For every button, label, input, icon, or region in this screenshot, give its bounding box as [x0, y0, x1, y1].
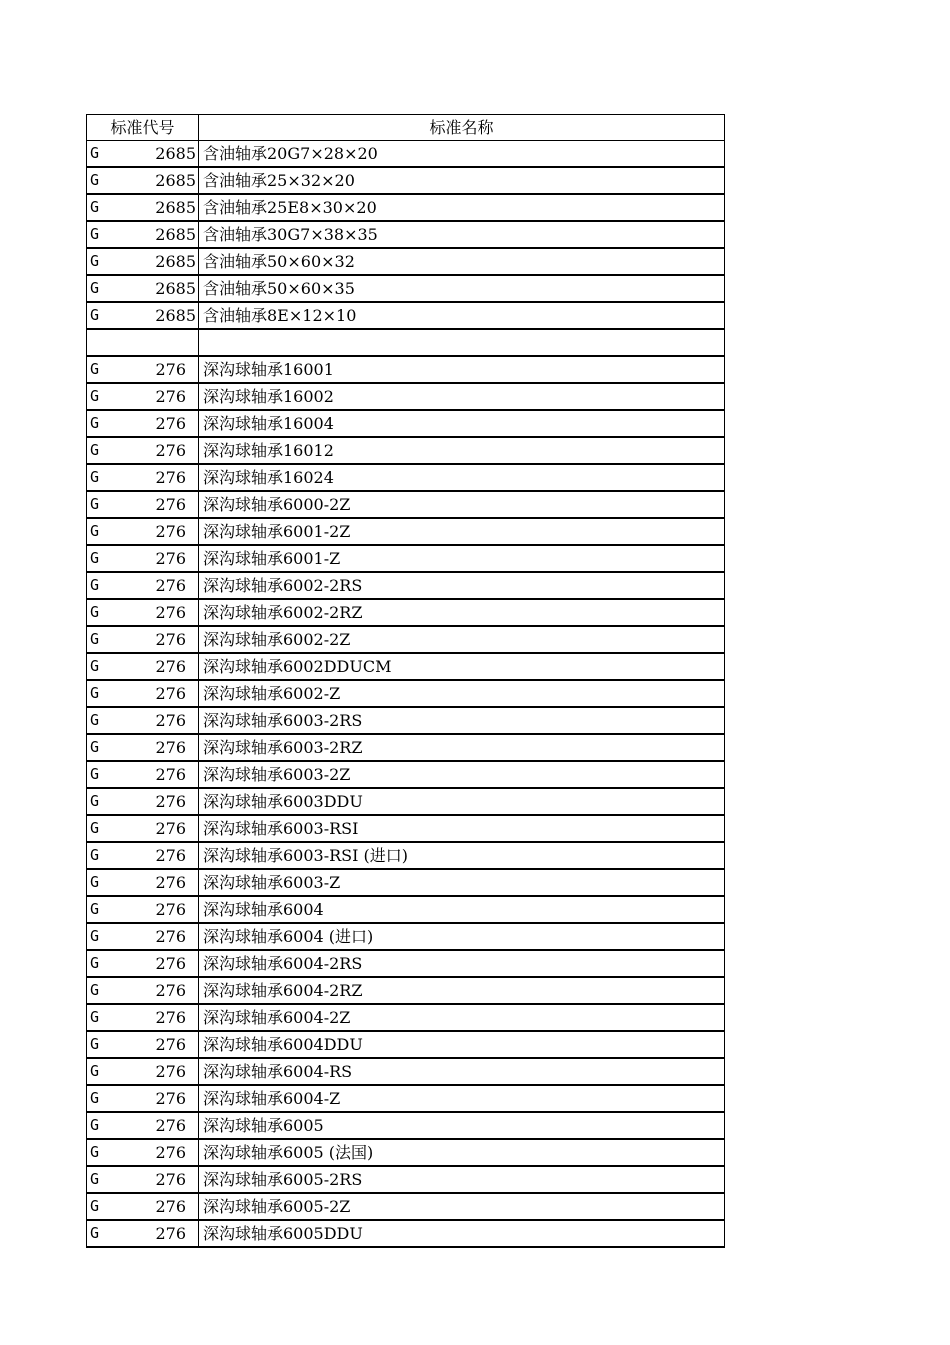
standard-code-prefix: G: [90, 738, 100, 756]
standard-code-number: 276: [155, 819, 186, 838]
table-row: [87, 572, 725, 599]
standard-code-cell[interactable]: [87, 1058, 199, 1085]
standard-code-prefix: G: [90, 198, 100, 216]
table-row: [87, 329, 725, 356]
standard-code-number: 276: [155, 954, 186, 973]
standard-code-cell[interactable]: [87, 1220, 199, 1247]
standard-name-cell[interactable]: 深沟球轴承6004-RS: [199, 1058, 725, 1085]
standard-code-number: 276: [155, 765, 186, 784]
standard-name-cell[interactable]: 深沟球轴承6003-2Z: [199, 761, 725, 788]
standard-code-number: 276: [155, 549, 186, 568]
standard-code-prefix: G: [90, 1008, 100, 1026]
standard-code-number: 2685: [155, 306, 196, 325]
standard-code-prefix: G: [90, 873, 100, 891]
standard-code-prefix: G: [90, 1116, 100, 1134]
table-row: [87, 141, 725, 168]
table-row: [87, 761, 725, 788]
standard-code-prefix: G: [90, 414, 100, 432]
standard-code-cell[interactable]: [87, 869, 199, 896]
standard-name-cell[interactable]: 深沟球轴承6005-2RS: [199, 1166, 725, 1193]
standard-code-cell[interactable]: [87, 545, 199, 572]
table-row: [87, 950, 725, 977]
standard-code-prefix: G: [90, 225, 100, 243]
standard-name-cell[interactable]: 深沟球轴承16024: [199, 464, 725, 491]
standard-code-number: 2685: [155, 225, 196, 244]
standard-name-cell[interactable]: 深沟球轴承6005: [199, 1112, 725, 1139]
table-row: [87, 275, 725, 302]
table-row: [87, 194, 725, 221]
standard-code-prefix: G: [90, 819, 100, 837]
standard-code-cell[interactable]: [87, 167, 199, 194]
standard-code-prefix: G: [90, 981, 100, 999]
table-body: [87, 141, 725, 1248]
standard-code-prefix: G: [90, 765, 100, 783]
standard-code-number: 276: [155, 1143, 186, 1162]
standard-name-cell[interactable]: 深沟球轴承16002: [199, 383, 725, 410]
standard-code-cell[interactable]: [87, 437, 199, 464]
standard-name-cell[interactable]: 深沟球轴承6004 (进口): [199, 923, 725, 950]
standard-code-cell[interactable]: [87, 1139, 199, 1166]
standard-code-cell[interactable]: [87, 464, 199, 491]
standard-code-cell[interactable]: [87, 599, 199, 626]
standard-code-number: 276: [155, 522, 186, 541]
table-row: [87, 680, 725, 707]
standard-name-cell[interactable]: 深沟球轴承6003-Z: [199, 869, 725, 896]
table-row: [87, 815, 725, 842]
standard-code-prefix: G: [90, 1170, 100, 1188]
standard-code-number: 276: [155, 846, 186, 865]
standard-code-prefix: G: [90, 657, 100, 675]
standard-code-number: 276: [155, 792, 186, 811]
standard-code-prefix: G: [90, 441, 100, 459]
standard-code-prefix: G: [90, 1197, 100, 1215]
standard-code-prefix: G: [90, 1224, 100, 1242]
standard-code-prefix: G: [90, 1089, 100, 1107]
table-row: [87, 518, 725, 545]
standard-code-prefix: G: [90, 1062, 100, 1080]
standard-code-prefix: G: [90, 846, 100, 864]
standard-code-cell[interactable]: [87, 761, 199, 788]
standard-name-cell[interactable]: 含油轴承30G7×38×35: [199, 221, 725, 248]
standard-code-number: 276: [155, 1062, 186, 1081]
standard-code-prefix: G: [90, 144, 100, 162]
standard-name-cell[interactable]: 含油轴承25E8×30×20: [199, 194, 725, 221]
standard-code-number: 276: [155, 657, 186, 676]
standard-name-cell[interactable]: 深沟球轴承6001-2Z: [199, 518, 725, 545]
standard-code-cell[interactable]: [87, 923, 199, 950]
table-row: [87, 707, 725, 734]
standards-table: [86, 114, 725, 1248]
standard-code-cell[interactable]: [87, 680, 199, 707]
standard-code-prefix: G: [90, 495, 100, 513]
standard-code-number: 2685: [155, 171, 196, 190]
standard-code-number: 276: [155, 360, 186, 379]
standard-code-prefix: G: [90, 1143, 100, 1161]
table-row: [87, 653, 725, 680]
table-row: [87, 437, 725, 464]
table-row: [87, 1085, 725, 1112]
standard-code-number: 276: [155, 468, 186, 487]
standard-code-prefix: G: [90, 900, 100, 918]
standard-name-cell[interactable]: 深沟球轴承6004DDU: [199, 1031, 725, 1058]
standard-name-cell[interactable]: 深沟球轴承6003-RSI (进口): [199, 842, 725, 869]
standard-code-cell[interactable]: [87, 1004, 199, 1031]
standard-code-cell[interactable]: [87, 815, 199, 842]
standard-code-cell[interactable]: [87, 302, 199, 329]
standard-code-number: 276: [155, 738, 186, 757]
standard-code-number: 276: [155, 1035, 186, 1054]
table-row: [87, 221, 725, 248]
standard-code-cell[interactable]: [87, 221, 199, 248]
standard-code-number: 276: [155, 981, 186, 1000]
table-row: [87, 734, 725, 761]
table-row: [87, 410, 725, 437]
standard-name-cell[interactable]: 深沟球轴承6004-2Z: [199, 1004, 725, 1031]
standard-code-prefix: G: [90, 630, 100, 648]
table-row: [87, 626, 725, 653]
table-row: [87, 599, 725, 626]
table-row: [87, 1031, 725, 1058]
standard-code-cell[interactable]: [87, 1166, 199, 1193]
standard-code-cell[interactable]: [87, 275, 199, 302]
table-row: [87, 1004, 725, 1031]
standard-name-cell[interactable]: 深沟球轴承16012: [199, 437, 725, 464]
standard-name-cell[interactable]: 含油轴承50×60×35: [199, 275, 725, 302]
standard-code-prefix: G: [90, 360, 100, 378]
table-row: [87, 167, 725, 194]
standards-sheet: [86, 114, 724, 1248]
standard-code-prefix: G: [90, 549, 100, 567]
header-standard-code[interactable]: 标准代号: [87, 115, 199, 141]
standard-name-cell[interactable]: 深沟球轴承6003-2RZ: [199, 734, 725, 761]
standard-code-number: 276: [155, 387, 186, 406]
table-row: [87, 788, 725, 815]
standard-code-cell[interactable]: [87, 1112, 199, 1139]
standard-code-number: 2685: [155, 279, 196, 298]
table-row: [87, 302, 725, 329]
standard-code-prefix: G: [90, 603, 100, 621]
standard-code-prefix: G: [90, 1035, 100, 1053]
standard-name-cell[interactable]: 深沟球轴承6003DDU: [199, 788, 725, 815]
standard-code-number: 276: [155, 603, 186, 622]
standard-name-cell[interactable]: 深沟球轴承6005-2Z: [199, 1193, 725, 1220]
standard-code-number: 276: [155, 414, 186, 433]
standard-code-number: 276: [155, 1008, 186, 1027]
standard-name-cell[interactable]: 含油轴承20G7×28×20: [199, 141, 725, 168]
table-row: [87, 1139, 725, 1166]
table-row: [87, 248, 725, 275]
standard-code-number: 276: [155, 1089, 186, 1108]
standard-code-number: 276: [155, 1224, 186, 1243]
table-row: [87, 1112, 725, 1139]
standard-code-number: 276: [155, 927, 186, 946]
standard-code-number: 276: [155, 1170, 186, 1189]
standard-code-cell[interactable]: [87, 410, 199, 437]
table-row: [87, 383, 725, 410]
standard-name-cell[interactable]: 深沟球轴承6004-2RZ: [199, 977, 725, 1004]
table-row: [87, 923, 725, 950]
standard-name-cell[interactable]: 深沟球轴承6004: [199, 896, 725, 923]
standard-code-cell[interactable]: [87, 707, 199, 734]
standard-code-prefix: G: [90, 576, 100, 594]
standard-name-cell[interactable]: 深沟球轴承6004-Z: [199, 1085, 725, 1112]
table-header-row: [87, 115, 725, 141]
standard-code-prefix: G: [90, 468, 100, 486]
standard-code-cell[interactable]: [87, 734, 199, 761]
standard-code-prefix: G: [90, 252, 100, 270]
standard-code-number: 2685: [155, 252, 196, 271]
standard-code-number: 2685: [155, 198, 196, 217]
standard-name-cell[interactable]: 深沟球轴承6002-2RZ: [199, 599, 725, 626]
standard-name-cell[interactable]: 深沟球轴承6002DDUCM: [199, 653, 725, 680]
standard-name-cell[interactable]: 深沟球轴承6002-Z: [199, 680, 725, 707]
standard-name-cell[interactable]: 深沟球轴承6000-2Z: [199, 491, 725, 518]
standard-code-number: 276: [155, 1197, 186, 1216]
standard-code-prefix: G: [90, 171, 100, 189]
table-row: [87, 842, 725, 869]
standard-code-number: 276: [155, 900, 186, 919]
standard-name-cell[interactable]: 含油轴承25×32×20: [199, 167, 725, 194]
table-row: [87, 1166, 725, 1193]
table-row: [87, 356, 725, 383]
standard-code-number: 276: [155, 873, 186, 892]
standard-name-cell[interactable]: 深沟球轴承6005DDU: [199, 1220, 725, 1247]
standard-code-cell[interactable]: [87, 491, 199, 518]
standard-code-cell[interactable]: [87, 1085, 199, 1112]
standard-code-cell[interactable]: [87, 896, 199, 923]
standard-name-cell[interactable]: 深沟球轴承6002-2Z: [199, 626, 725, 653]
standard-name-cell[interactable]: 深沟球轴承6004-2RS: [199, 950, 725, 977]
table-row: [87, 545, 725, 572]
standard-code-cell[interactable]: [87, 1193, 199, 1220]
standard-code-cell[interactable]: [87, 1031, 199, 1058]
table-row: [87, 1193, 725, 1220]
standard-code-number: 276: [155, 1116, 186, 1135]
standard-code-prefix: G: [90, 306, 100, 324]
standard-name-cell[interactable]: 深沟球轴承6003-RSI: [199, 815, 725, 842]
table-row: [87, 1058, 725, 1085]
table-row: [87, 977, 725, 1004]
standard-name-cell[interactable]: 深沟球轴承16001: [199, 356, 725, 383]
table-row: [87, 1220, 725, 1247]
standard-code-prefix: G: [90, 684, 100, 702]
standard-code-cell[interactable]: [87, 626, 199, 653]
header-standard-name[interactable]: 标准名称: [199, 115, 725, 141]
standard-code-cell[interactable]: [87, 194, 199, 221]
standard-code-cell[interactable]: [87, 788, 199, 815]
standard-code-cell[interactable]: [87, 518, 199, 545]
standard-code-cell[interactable]: [87, 141, 199, 168]
standard-code-number: 276: [155, 684, 186, 703]
standard-name-cell[interactable]: 深沟球轴承16004: [199, 410, 725, 437]
standard-code-cell[interactable]: [87, 977, 199, 1004]
standard-code-prefix: G: [90, 792, 100, 810]
standard-code-cell[interactable]: [87, 653, 199, 680]
standard-name-cell[interactable]: 深沟球轴承6002-2RS: [199, 572, 725, 599]
standard-name-cell[interactable]: 深沟球轴承6003-2RS: [199, 707, 725, 734]
standard-code-prefix: G: [90, 279, 100, 297]
standard-name-cell[interactable]: 深沟球轴承6001-Z: [199, 545, 725, 572]
table-row: [87, 491, 725, 518]
standard-code-number: 276: [155, 711, 186, 730]
standard-code-number: 2685: [155, 144, 196, 163]
standard-code-cell[interactable]: [87, 329, 199, 356]
standard-name-cell[interactable]: 含油轴承50×60×32: [199, 248, 725, 275]
standard-code-cell[interactable]: [87, 572, 199, 599]
standard-name-cell[interactable]: 深沟球轴承6005 (法国): [199, 1139, 725, 1166]
standard-code-cell[interactable]: [87, 383, 199, 410]
standard-code-number: 276: [155, 441, 186, 460]
standard-name-cell[interactable]: [199, 329, 725, 356]
standard-code-cell[interactable]: [87, 950, 199, 977]
standard-code-number: 276: [155, 630, 186, 649]
standard-code-prefix: G: [90, 927, 100, 945]
table-row: [87, 464, 725, 491]
standard-code-prefix: G: [90, 711, 100, 729]
standard-code-prefix: G: [90, 954, 100, 972]
standard-code-prefix: G: [90, 387, 100, 405]
standard-code-number: 276: [155, 576, 186, 595]
standard-code-cell[interactable]: [87, 248, 199, 275]
standard-name-cell[interactable]: 含油轴承8E×12×10: [199, 302, 725, 329]
standard-code-cell[interactable]: [87, 356, 199, 383]
table-row: [87, 896, 725, 923]
standard-code-number: 276: [155, 495, 186, 514]
table-row: [87, 869, 725, 896]
standard-code-cell[interactable]: [87, 842, 199, 869]
standard-code-prefix: G: [90, 522, 100, 540]
